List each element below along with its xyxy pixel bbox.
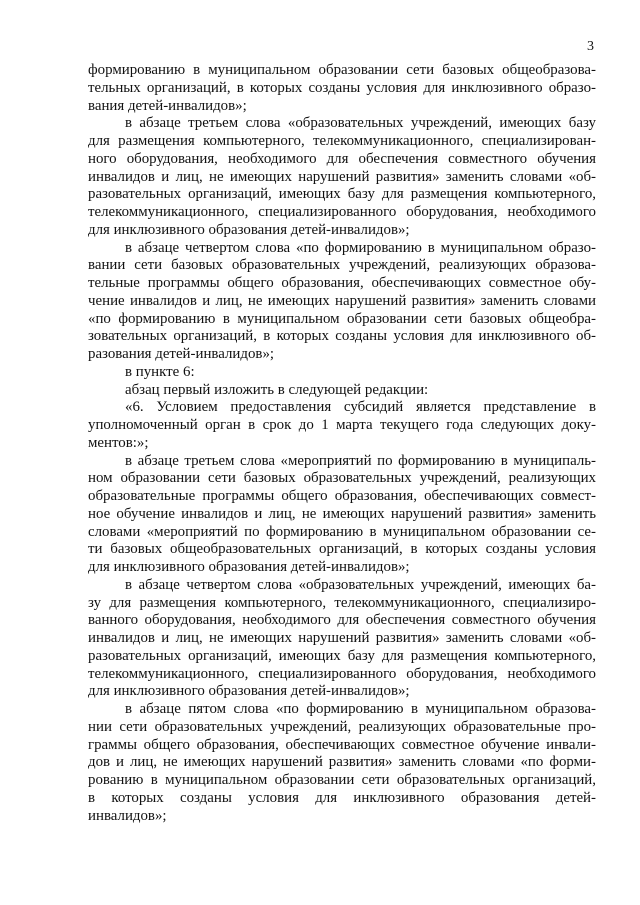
text-line: ванного оборудования, необходимого для обеспечения совместного обучения (88, 612, 596, 629)
text-line: рованию в муниципальном образовании сети образовательных организаций, (88, 772, 596, 788)
text-line: в абзаце четвертом слова «образовательных учреждений, имеющих ба- (125, 576, 596, 593)
text-line: в абзаце пятом слова «по формированию в муниципальном образова- (125, 701, 596, 717)
text-line: нии сети образовательных учреждений, реализующих образовательные про- (88, 718, 596, 735)
text-line: инвалидов и лиц, не имеющих нарушений развития» заменить словами «об- (88, 168, 596, 185)
paragraph (88, 364, 596, 382)
text-line: инвалидов»; (88, 807, 167, 824)
text-line: ментов:»; (88, 434, 149, 451)
text-line: тельных организаций, в которых созданы условия для инклюзивного образо- (88, 79, 596, 96)
text-line: в пункте 6: (125, 363, 195, 380)
text-line: для инклюзивного образования детей-инвалидов»; (88, 559, 410, 575)
paragraph (88, 382, 596, 400)
document-body (88, 62, 596, 825)
text-line: словами «мероприятий по формированию в муниципальном образовании се- (88, 523, 596, 540)
paragraph (88, 62, 596, 115)
paragraph (88, 115, 596, 239)
paragraph (88, 453, 596, 577)
paragraph (88, 240, 596, 364)
text-line: для размещения компьютерного, телекоммуникационного, специализирован- (88, 133, 596, 149)
text-line: дов и лиц, не имеющих нарушений развития» заменить словами «по форми- (88, 754, 596, 771)
text-line: зовательных организаций, в которых созданы условия для инклюзивного об- (88, 328, 596, 345)
paragraph (88, 399, 596, 452)
text-line: образовательные программы общего образования, обеспечивающих совмест- (88, 488, 596, 504)
text-line: зу для размещения компьютерного, телекоммуникационного, специализиро- (88, 594, 596, 611)
text-line: ном образовании сети базовых образовательных учреждений, реализующих (88, 470, 596, 487)
text-line: ти базовых общеобразовательных организаций, в которых созданы условия (88, 541, 596, 558)
text-line: разования детей-инвалидов»; (88, 346, 275, 362)
text-line: в которых созданы условия для инклюзивного образования детей- (88, 789, 596, 806)
paragraph (88, 701, 596, 825)
text-line: разовательных организаций, имеющих базу для размещения компьютерного, (88, 647, 596, 664)
text-line: «по формированию в муниципальном образовании сети базовых общеобра- (88, 310, 596, 327)
paragraph (88, 577, 596, 701)
text-line: в абзаце четвертом слова «по формированию в муниципальном образо- (125, 239, 596, 256)
text-line: «6. Условием предоставления субсидий является представление в (125, 399, 596, 416)
text-line: абзац первый изложить в следующей редакции: (125, 381, 429, 398)
text-line: уполномоченный орган в срок до 1 марта текущего года следующих доку- (88, 417, 596, 433)
text-line: телекоммуникационного, специализированного оборудования, необходимого (88, 204, 596, 220)
text-line: ного оборудования, необходимого для обеспечения совместного обучения (88, 150, 596, 167)
text-line: граммы общего образования, обеспечивающих совместное обучение инвали- (88, 736, 596, 753)
text-line: в абзаце третьем слова «образовательных учреждений, имеющих базу (125, 115, 596, 132)
text-line: формированию в муниципальном образовании сети базовых общеобразова- (88, 62, 596, 78)
page-number: 3 (587, 39, 594, 54)
text-line: телекоммуникационного, специализированного оборудования, необходимого (88, 665, 596, 682)
text-line: тельные программы общего образования, обеспечивающих совместное обу- (88, 275, 596, 291)
text-line: для инклюзивного образования детей-инвалидов»; (88, 221, 410, 238)
text-line: инвалидов и лиц, не имеющих нарушений развития» заменить словами «об- (88, 630, 596, 646)
text-line: чение инвалидов и лиц, не имеющих нарушений развития» заменить словами (88, 292, 596, 309)
text-line: для инклюзивного образования детей-инвалидов»; (88, 683, 410, 700)
text-line: разовательных организаций, имеющих базу для размещения компьютерного, (88, 186, 596, 203)
text-line: ное обучение инвалидов и лиц, не имеющих нарушений развития» заменить (88, 505, 596, 522)
text-line: в абзаце третьем слова «мероприятий по формированию в муниципаль- (125, 452, 596, 469)
text-line: вании сети базовых образовательных учреждений, реализующих образова- (88, 257, 596, 274)
text-line: вания детей-инвалидов»; (88, 97, 247, 114)
